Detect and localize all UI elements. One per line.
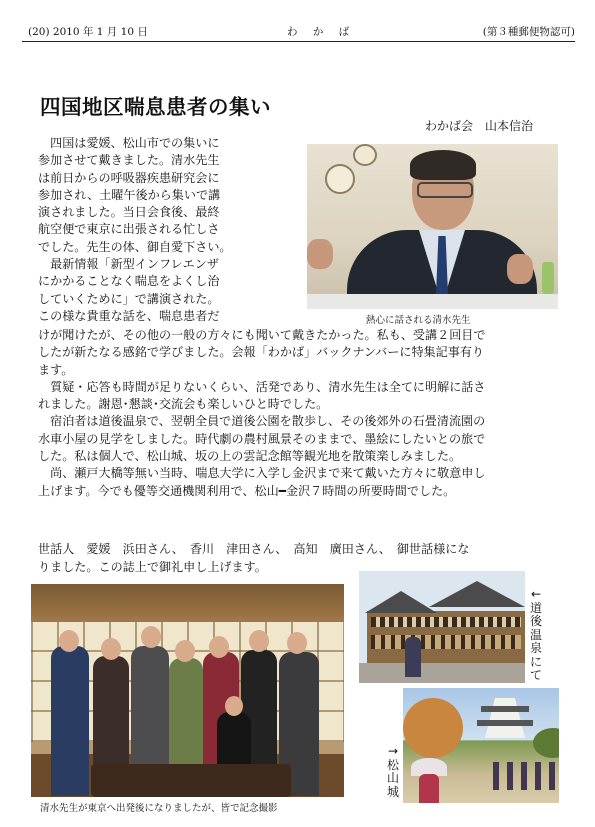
text-line: けが聞けたが、その他の一般の方々にも聞いて戴きたかった。私も、受講２回目で	[38, 328, 486, 342]
matsuyama-castle-caption: →松山城	[386, 744, 399, 799]
text-line: この様な貴重な話を、喘息患者だ	[38, 308, 220, 323]
text-line: 世話人 愛媛 浜田さん、 香川 津田さん、 高知 廣田さん、 御世話様にな	[38, 542, 470, 556]
text-line: でした。先生の体、御自愛下さい。	[38, 239, 232, 254]
text-line: 最新情報「新型インフレエンザ	[38, 257, 219, 272]
text-line: した。私は個人で、松山城、坂の上の雲記念館等観光地を散策楽しみました。	[38, 449, 462, 464]
article-body-text	[38, 327, 568, 500]
article-column-text	[38, 135, 298, 325]
text-line: 水車小屋の見学をしました。時代劇の農村風景そのままで、墨絵にしたいとの旅で	[38, 431, 486, 446]
text-line: 宿泊者は道後温泉で、翌朝全員で道後公園を散歩し、その後郊外の石畳清流園の	[38, 414, 486, 429]
dogo-onsen-caption: ←道後温泉にて	[529, 587, 542, 682]
text-line: 航空便で東京に出張される忙しさ	[38, 222, 220, 237]
group-photo	[31, 584, 344, 797]
text-line: 四国は愛媛、松山市での集いに	[38, 136, 220, 150]
newsletter-name: わ か ば	[287, 26, 356, 38]
text-line: りました。この誌上で御礼申し上げます。	[38, 560, 267, 574]
text-line: れました。謝恩･懇談･交流会も楽しいひと時でした。	[38, 397, 329, 412]
speaker-photo	[307, 144, 558, 309]
text-line: したが新たなる感銘で学びました。会報「わかば」バックナンバーに特集記事有り	[38, 345, 485, 360]
text-line: ます。	[38, 362, 74, 377]
article-title: 四国地区喘息患者の集い	[40, 95, 271, 119]
text-line: していくために」で講演された。	[38, 291, 220, 306]
article-author: わかば会 山本信治	[425, 119, 534, 133]
issue-date: (20) 2010 年 1 月 10 日	[28, 26, 148, 38]
dogo-onsen-photo	[359, 571, 525, 683]
text-line: にかかることなく喘息をよくし治	[38, 274, 220, 289]
text-line: は前日からの呼吸器疾患研究会に	[38, 170, 220, 185]
text-line: 参加させて戴きました。清水先生	[38, 153, 220, 168]
matsuyama-castle-photo	[403, 688, 559, 803]
page-header	[22, 22, 575, 38]
text-line: 演されました。当日会食後、最終	[38, 205, 220, 220]
text-line: 質疑・応答も時間が足りないくらい、活発であり、清水先生は全てに明解に話さ	[38, 379, 486, 394]
group-photo-caption: 清水先生が東京へ出発後になりましたが、皆で記念撮影	[40, 803, 278, 814]
header-rule	[22, 41, 575, 42]
text-line: 尚、瀬戸大橋等無い当時、喘息大学に入学し金沢まで来て戴いた方々に敬意申し	[38, 466, 486, 481]
text-line: 上げます。今でも優等交通機関利用で、松山━金沢７時間の所要時間でした。	[38, 483, 456, 498]
speaker-photo-caption: 熱心に話される清水先生	[366, 315, 471, 326]
text-line: 参加され、土曜午後から集いで講	[38, 187, 221, 202]
postal-permit: (第３種郵便物認可)	[482, 26, 575, 38]
